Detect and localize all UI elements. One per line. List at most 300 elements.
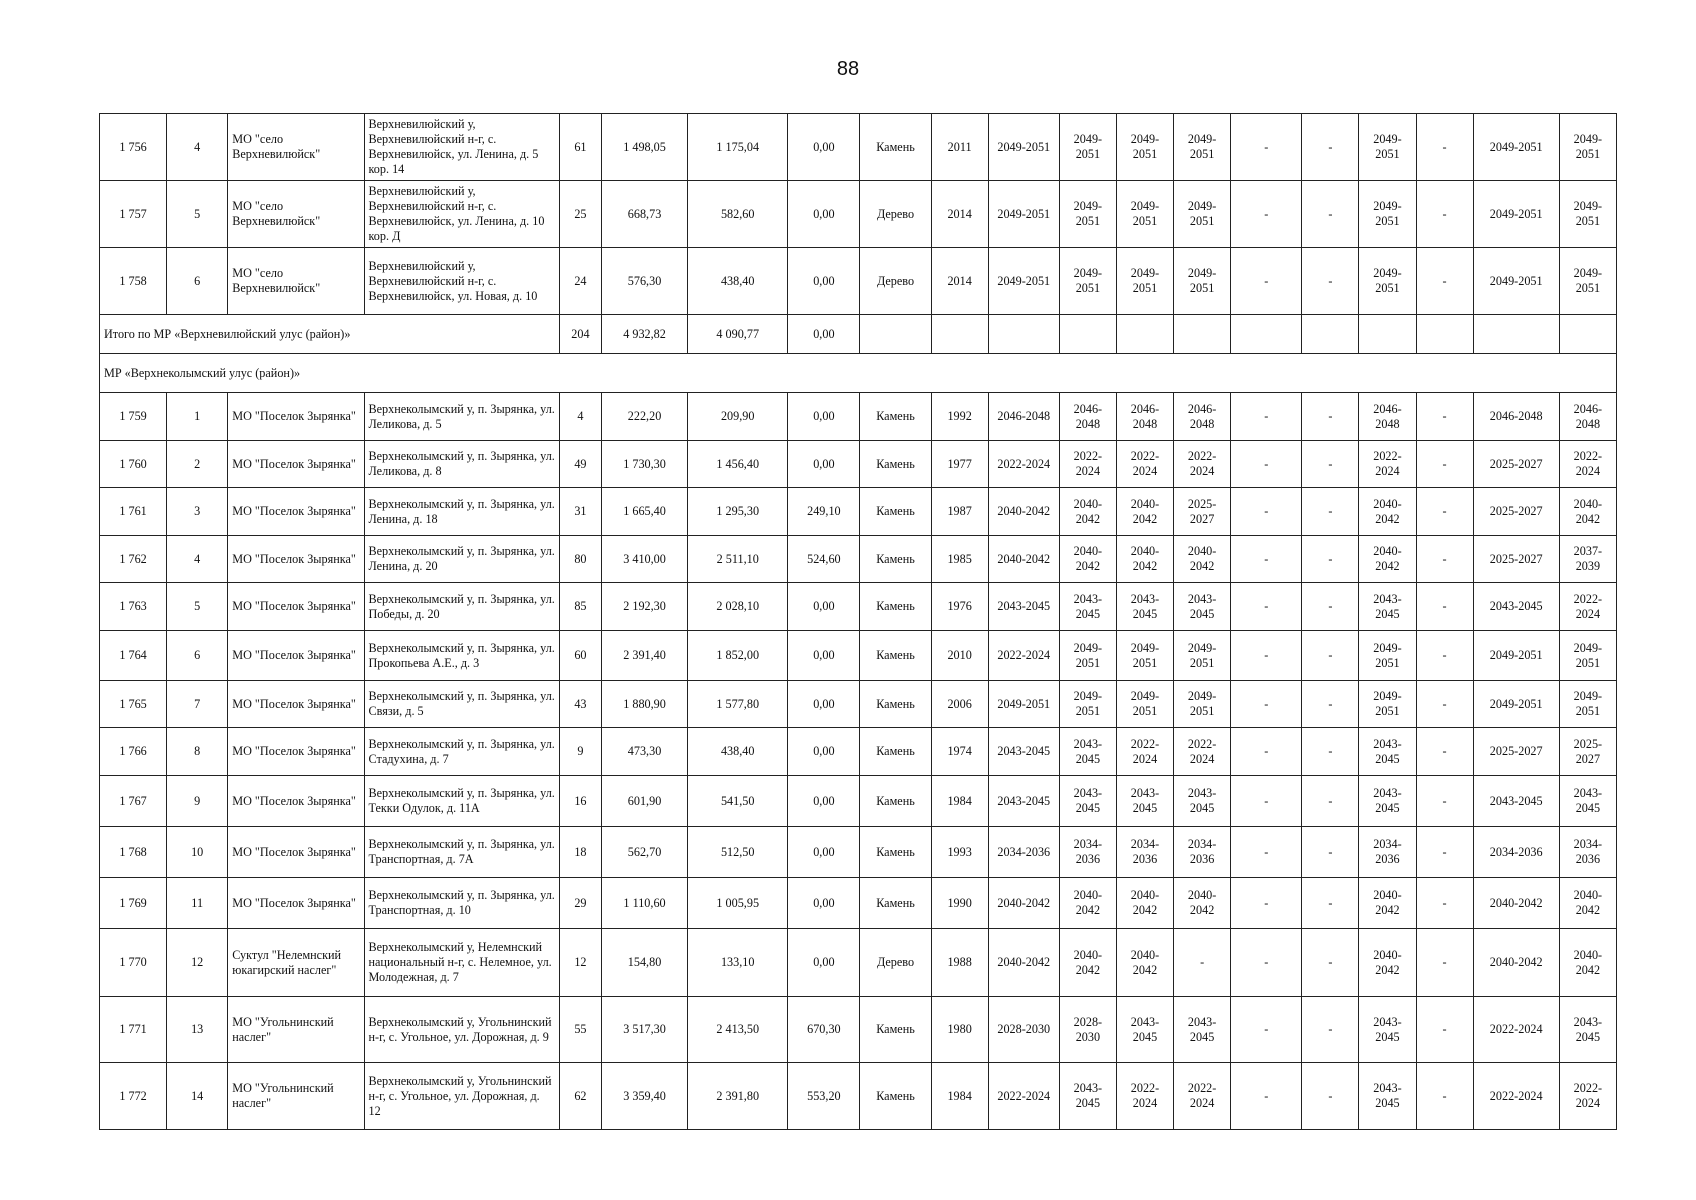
cell-d2: 2043-2045 bbox=[1059, 1063, 1116, 1130]
cell-mat: Камень bbox=[860, 878, 931, 929]
cell-d5: - bbox=[1231, 181, 1302, 248]
cell-year: 1984 bbox=[931, 776, 988, 827]
cell-idx: 4 bbox=[167, 114, 228, 181]
cell-c1: 24 bbox=[559, 248, 601, 315]
cell-mo: МО "село Верхневилюйск" bbox=[228, 248, 364, 315]
cell-d10: 2049-2051 bbox=[1559, 114, 1616, 181]
cell-d3: 2046-2048 bbox=[1116, 393, 1173, 441]
cell-idx: 12 bbox=[167, 929, 228, 997]
cell-idx: 14 bbox=[167, 1063, 228, 1130]
cell-c4: 524,60 bbox=[788, 536, 860, 583]
cell-d1: 2043-2045 bbox=[988, 583, 1059, 631]
cell-d3: 2043-2045 bbox=[1116, 997, 1173, 1063]
table-body bbox=[100, 114, 1617, 1130]
cell-c3: 209,90 bbox=[688, 393, 788, 441]
cell-addr: Верхнеколымский у, п. Зырянка, ул. Леликова, д. 5 bbox=[364, 393, 559, 441]
total-label: Итого по МР «Верхневилюйский улус (район)» bbox=[100, 315, 560, 354]
cell-d4: 2049-2051 bbox=[1174, 181, 1231, 248]
cell-idx: 11 bbox=[167, 878, 228, 929]
cell-d7: 2040-2042 bbox=[1359, 929, 1416, 997]
cell-no: 1 765 bbox=[100, 681, 167, 728]
cell-year: 1984 bbox=[931, 1063, 988, 1130]
cell-c4: 0,00 bbox=[788, 929, 860, 997]
cell-no: 1 761 bbox=[100, 488, 167, 536]
cell-d5: - bbox=[1231, 681, 1302, 728]
total-empty-cell bbox=[860, 315, 931, 354]
cell-addr: Верхневилюйский у, Верхневилюйский н-г, с. Верхневилюйск, ул. Ленина, д. 10 кор. Д bbox=[364, 181, 559, 248]
cell-d6: - bbox=[1302, 393, 1359, 441]
cell-no: 1 769 bbox=[100, 878, 167, 929]
total-c3: 4 090,77 bbox=[688, 315, 788, 354]
cell-c3: 438,40 bbox=[688, 248, 788, 315]
cell-mat: Камень bbox=[860, 681, 931, 728]
table-row bbox=[100, 728, 1617, 776]
cell-d2: 2046-2048 bbox=[1059, 393, 1116, 441]
cell-c1: 25 bbox=[559, 181, 601, 248]
cell-addr: Верхнеколымский у, п. Зырянка, ул. Стадухина, д. 7 bbox=[364, 728, 559, 776]
cell-mo: МО "Поселок Зырянка" bbox=[228, 878, 364, 929]
cell-year: 1987 bbox=[931, 488, 988, 536]
cell-d10: 2049-2051 bbox=[1559, 248, 1616, 315]
cell-c4: 0,00 bbox=[788, 681, 860, 728]
cell-c4: 0,00 bbox=[788, 248, 860, 315]
cell-d10: 2040-2042 bbox=[1559, 929, 1616, 997]
cell-d4: 2040-2042 bbox=[1174, 536, 1231, 583]
cell-d7: 2040-2042 bbox=[1359, 488, 1416, 536]
cell-c2: 2 391,40 bbox=[601, 631, 687, 681]
cell-c3: 133,10 bbox=[688, 929, 788, 997]
cell-mat: Камень bbox=[860, 728, 931, 776]
cell-c4: 0,00 bbox=[788, 827, 860, 878]
cell-idx: 2 bbox=[167, 441, 228, 488]
table-row bbox=[100, 929, 1617, 997]
cell-c2: 2 192,30 bbox=[601, 583, 687, 631]
cell-d1: 2049-2051 bbox=[988, 681, 1059, 728]
cell-c1: 29 bbox=[559, 878, 601, 929]
cell-year: 2014 bbox=[931, 181, 988, 248]
cell-d7: 2040-2042 bbox=[1359, 878, 1416, 929]
cell-d7: 2043-2045 bbox=[1359, 997, 1416, 1063]
cell-c3: 2 391,80 bbox=[688, 1063, 788, 1130]
cell-d6: - bbox=[1302, 728, 1359, 776]
cell-c4: 0,00 bbox=[788, 878, 860, 929]
cell-d10: 2037-2039 bbox=[1559, 536, 1616, 583]
cell-d2: 2049-2051 bbox=[1059, 181, 1116, 248]
cell-year: 2010 bbox=[931, 631, 988, 681]
cell-d10: 2022-2024 bbox=[1559, 441, 1616, 488]
cell-d5: - bbox=[1231, 929, 1302, 997]
table-row bbox=[100, 997, 1617, 1063]
cell-addr: Верхнеколымский у, п. Зырянка, ул. Ленина, д. 18 bbox=[364, 488, 559, 536]
cell-d1: 2022-2024 bbox=[988, 631, 1059, 681]
table-row bbox=[100, 631, 1617, 681]
cell-d9: 2022-2024 bbox=[1473, 1063, 1559, 1130]
cell-idx: 8 bbox=[167, 728, 228, 776]
cell-d9: 2049-2051 bbox=[1473, 631, 1559, 681]
cell-d3: 2034-2036 bbox=[1116, 827, 1173, 878]
cell-c3: 541,50 bbox=[688, 776, 788, 827]
cell-c4: 0,00 bbox=[788, 393, 860, 441]
cell-d1: 2040-2042 bbox=[988, 878, 1059, 929]
cell-d3: 2043-2045 bbox=[1116, 583, 1173, 631]
cell-mo: МО "село Верхневилюйск" bbox=[228, 114, 364, 181]
cell-d5: - bbox=[1231, 997, 1302, 1063]
cell-c2: 473,30 bbox=[601, 728, 687, 776]
cell-d8: - bbox=[1416, 631, 1473, 681]
cell-d6: - bbox=[1302, 1063, 1359, 1130]
cell-c4: 670,30 bbox=[788, 997, 860, 1063]
cell-d4: 2049-2051 bbox=[1174, 114, 1231, 181]
cell-no: 1 760 bbox=[100, 441, 167, 488]
cell-d2: 2043-2045 bbox=[1059, 776, 1116, 827]
cell-no: 1 757 bbox=[100, 181, 167, 248]
cell-d1: 2040-2042 bbox=[988, 929, 1059, 997]
cell-c4: 0,00 bbox=[788, 114, 860, 181]
cell-d7: 2034-2036 bbox=[1359, 827, 1416, 878]
cell-d2: 2040-2042 bbox=[1059, 878, 1116, 929]
cell-d5: - bbox=[1231, 393, 1302, 441]
cell-d8: - bbox=[1416, 929, 1473, 997]
cell-idx: 13 bbox=[167, 997, 228, 1063]
cell-d4: - bbox=[1174, 929, 1231, 997]
cell-c3: 2 413,50 bbox=[688, 997, 788, 1063]
cell-c2: 1 730,30 bbox=[601, 441, 687, 488]
cell-mat: Дерево bbox=[860, 181, 931, 248]
cell-d6: - bbox=[1302, 878, 1359, 929]
cell-d2: 2040-2042 bbox=[1059, 536, 1116, 583]
cell-mat: Камень bbox=[860, 488, 931, 536]
cell-idx: 9 bbox=[167, 776, 228, 827]
cell-d3: 2049-2051 bbox=[1116, 248, 1173, 315]
cell-d1: 2043-2045 bbox=[988, 728, 1059, 776]
cell-d7: 2040-2042 bbox=[1359, 536, 1416, 583]
cell-d7: 2049-2051 bbox=[1359, 681, 1416, 728]
cell-d8: - bbox=[1416, 776, 1473, 827]
cell-c2: 3 517,30 bbox=[601, 997, 687, 1063]
cell-d8: - bbox=[1416, 1063, 1473, 1130]
cell-d1: 2049-2051 bbox=[988, 114, 1059, 181]
total-empty-cell bbox=[988, 315, 1059, 354]
cell-d6: - bbox=[1302, 631, 1359, 681]
cell-mat: Камень bbox=[860, 997, 931, 1063]
cell-d2: 2040-2042 bbox=[1059, 929, 1116, 997]
cell-d4: 2043-2045 bbox=[1174, 997, 1231, 1063]
cell-d3: 2049-2051 bbox=[1116, 681, 1173, 728]
cell-d8: - bbox=[1416, 536, 1473, 583]
cell-mat: Камень bbox=[860, 776, 931, 827]
cell-c2: 3 359,40 bbox=[601, 1063, 687, 1130]
cell-c1: 55 bbox=[559, 997, 601, 1063]
cell-idx: 5 bbox=[167, 583, 228, 631]
cell-d8: - bbox=[1416, 681, 1473, 728]
district-heading: МР «Верхнеколымский улус (район)» bbox=[100, 354, 1617, 393]
cell-mo: МО "Поселок Зырянка" bbox=[228, 488, 364, 536]
cell-d7: 2046-2048 bbox=[1359, 393, 1416, 441]
cell-c4: 0,00 bbox=[788, 181, 860, 248]
cell-d2: 2049-2051 bbox=[1059, 681, 1116, 728]
cell-addr: Верхнеколымский у, Угольнинский н-г, с. Угольное, ул. Дорожная, д. 12 bbox=[364, 1063, 559, 1130]
cell-d6: - bbox=[1302, 248, 1359, 315]
cell-mo: Суктул "Нелемнский юкагирский наслег" bbox=[228, 929, 364, 997]
cell-d5: - bbox=[1231, 1063, 1302, 1130]
cell-d9: 2049-2051 bbox=[1473, 114, 1559, 181]
table-row bbox=[100, 583, 1617, 631]
cell-d1: 2022-2024 bbox=[988, 1063, 1059, 1130]
total-empty-cell bbox=[1559, 315, 1616, 354]
cell-d4: 2034-2036 bbox=[1174, 827, 1231, 878]
cell-d3: 2040-2042 bbox=[1116, 878, 1173, 929]
cell-d10: 2022-2024 bbox=[1559, 1063, 1616, 1130]
cell-c1: 16 bbox=[559, 776, 601, 827]
cell-mat: Камень bbox=[860, 1063, 931, 1130]
cell-c2: 562,70 bbox=[601, 827, 687, 878]
cell-d5: - bbox=[1231, 776, 1302, 827]
cell-d6: - bbox=[1302, 114, 1359, 181]
cell-no: 1 758 bbox=[100, 248, 167, 315]
cell-year: 2006 bbox=[931, 681, 988, 728]
cell-no: 1 770 bbox=[100, 929, 167, 997]
total-empty-cell bbox=[1174, 315, 1231, 354]
cell-c1: 85 bbox=[559, 583, 601, 631]
cell-no: 1 756 bbox=[100, 114, 167, 181]
cell-d9: 2043-2045 bbox=[1473, 776, 1559, 827]
cell-c1: 62 bbox=[559, 1063, 601, 1130]
cell-no: 1 763 bbox=[100, 583, 167, 631]
total-c1: 204 bbox=[559, 315, 601, 354]
cell-idx: 3 bbox=[167, 488, 228, 536]
cell-d10: 2049-2051 bbox=[1559, 631, 1616, 681]
cell-d4: 2049-2051 bbox=[1174, 248, 1231, 315]
cell-d9: 2025-2027 bbox=[1473, 441, 1559, 488]
table-row bbox=[100, 1063, 1617, 1130]
cell-d4: 2022-2024 bbox=[1174, 728, 1231, 776]
cell-d6: - bbox=[1302, 536, 1359, 583]
cell-c4: 553,20 bbox=[788, 1063, 860, 1130]
cell-c1: 43 bbox=[559, 681, 601, 728]
cell-mo: МО "Поселок Зырянка" bbox=[228, 827, 364, 878]
cell-mo: МО "Поселок Зырянка" bbox=[228, 631, 364, 681]
cell-addr: Верхневилюйский у, Верхневилюйский н-г, с. Верхневилюйск, ул. Новая, д. 10 bbox=[364, 248, 559, 315]
cell-c4: 0,00 bbox=[788, 631, 860, 681]
cell-d1: 2040-2042 bbox=[988, 536, 1059, 583]
table-row bbox=[100, 114, 1617, 181]
cell-mo: МО "Поселок Зырянка" bbox=[228, 728, 364, 776]
cell-addr: Верхнеколымский у, п. Зырянка, ул. Связи, д. 5 bbox=[364, 681, 559, 728]
cell-d10: 2049-2051 bbox=[1559, 181, 1616, 248]
cell-addr: Верхнеколымский у, п. Зырянка, ул. Текки Одулок, д. 11А bbox=[364, 776, 559, 827]
cell-d6: - bbox=[1302, 929, 1359, 997]
cell-d10: 2046-2048 bbox=[1559, 393, 1616, 441]
cell-d9: 2040-2042 bbox=[1473, 929, 1559, 997]
cell-d2: 2049-2051 bbox=[1059, 248, 1116, 315]
cell-d8: - bbox=[1416, 248, 1473, 315]
cell-mat: Дерево bbox=[860, 929, 931, 997]
cell-c3: 512,50 bbox=[688, 827, 788, 878]
district-heading-row bbox=[100, 354, 1617, 393]
cell-c4: 249,10 bbox=[788, 488, 860, 536]
cell-c3: 2 028,10 bbox=[688, 583, 788, 631]
total-c4: 0,00 bbox=[788, 315, 860, 354]
cell-d6: - bbox=[1302, 488, 1359, 536]
cell-d1: 2049-2051 bbox=[988, 248, 1059, 315]
cell-d1: 2040-2042 bbox=[988, 488, 1059, 536]
cell-d3: 2049-2051 bbox=[1116, 181, 1173, 248]
cell-d5: - bbox=[1231, 583, 1302, 631]
cell-d10: 2040-2042 bbox=[1559, 878, 1616, 929]
cell-d9: 2034-2036 bbox=[1473, 827, 1559, 878]
cell-d5: - bbox=[1231, 114, 1302, 181]
table-row bbox=[100, 393, 1617, 441]
cell-no: 1 772 bbox=[100, 1063, 167, 1130]
cell-c2: 1 665,40 bbox=[601, 488, 687, 536]
cell-no: 1 767 bbox=[100, 776, 167, 827]
cell-d9: 2025-2027 bbox=[1473, 728, 1559, 776]
cell-d3: 2022-2024 bbox=[1116, 441, 1173, 488]
cell-c2: 576,30 bbox=[601, 248, 687, 315]
cell-d5: - bbox=[1231, 536, 1302, 583]
table-row bbox=[100, 776, 1617, 827]
cell-d4: 2049-2051 bbox=[1174, 631, 1231, 681]
cell-d3: 2049-2051 bbox=[1116, 631, 1173, 681]
cell-year: 1993 bbox=[931, 827, 988, 878]
cell-year: 2011 bbox=[931, 114, 988, 181]
cell-d9: 2049-2051 bbox=[1473, 181, 1559, 248]
cell-c3: 438,40 bbox=[688, 728, 788, 776]
cell-d9: 2046-2048 bbox=[1473, 393, 1559, 441]
cell-d7: 2043-2045 bbox=[1359, 583, 1416, 631]
cell-c4: 0,00 bbox=[788, 441, 860, 488]
cell-mat: Дерево bbox=[860, 248, 931, 315]
cell-d10: 2043-2045 bbox=[1559, 776, 1616, 827]
cell-d7: 2049-2051 bbox=[1359, 631, 1416, 681]
cell-d4: 2043-2045 bbox=[1174, 776, 1231, 827]
cell-idx: 1 bbox=[167, 393, 228, 441]
cell-c2: 1 880,90 bbox=[601, 681, 687, 728]
cell-d1: 2028-2030 bbox=[988, 997, 1059, 1063]
cell-mo: МО "Поселок Зырянка" bbox=[228, 536, 364, 583]
cell-d7: 2043-2045 bbox=[1359, 1063, 1416, 1130]
total-empty-cell bbox=[1416, 315, 1473, 354]
cell-idx: 6 bbox=[167, 631, 228, 681]
housing-table bbox=[99, 113, 1617, 1130]
total-empty-cell bbox=[1302, 315, 1359, 354]
cell-d8: - bbox=[1416, 728, 1473, 776]
cell-c3: 1 175,04 bbox=[688, 114, 788, 181]
cell-c1: 49 bbox=[559, 441, 601, 488]
cell-mat: Камень bbox=[860, 441, 931, 488]
total-empty-cell bbox=[931, 315, 988, 354]
cell-no: 1 768 bbox=[100, 827, 167, 878]
cell-d5: - bbox=[1231, 441, 1302, 488]
cell-d10: 2049-2051 bbox=[1559, 681, 1616, 728]
table-row bbox=[100, 827, 1617, 878]
cell-c3: 1 005,95 bbox=[688, 878, 788, 929]
cell-d1: 2043-2045 bbox=[988, 776, 1059, 827]
cell-d4: 2040-2042 bbox=[1174, 878, 1231, 929]
cell-d8: - bbox=[1416, 181, 1473, 248]
cell-d8: - bbox=[1416, 488, 1473, 536]
table-row bbox=[100, 488, 1617, 536]
cell-d9: 2025-2027 bbox=[1473, 536, 1559, 583]
cell-year: 1974 bbox=[931, 728, 988, 776]
cell-addr: Верхнеколымский у, п. Зырянка, ул. Леликова, д. 8 bbox=[364, 441, 559, 488]
cell-c4: 0,00 bbox=[788, 776, 860, 827]
table-row bbox=[100, 441, 1617, 488]
total-empty-cell bbox=[1059, 315, 1116, 354]
cell-mo: МО "Поселок Зырянка" bbox=[228, 393, 364, 441]
cell-c2: 222,20 bbox=[601, 393, 687, 441]
cell-d9: 2049-2051 bbox=[1473, 681, 1559, 728]
cell-mat: Камень bbox=[860, 583, 931, 631]
cell-no: 1 766 bbox=[100, 728, 167, 776]
cell-d3: 2040-2042 bbox=[1116, 536, 1173, 583]
cell-c2: 154,80 bbox=[601, 929, 687, 997]
cell-no: 1 771 bbox=[100, 997, 167, 1063]
cell-d8: - bbox=[1416, 393, 1473, 441]
cell-d2: 2043-2045 bbox=[1059, 583, 1116, 631]
cell-mo: МО "Угольнинский наслег" bbox=[228, 997, 364, 1063]
cell-year: 1990 bbox=[931, 878, 988, 929]
cell-d10: 2025-2027 bbox=[1559, 728, 1616, 776]
cell-mo: МО "Угольнинский наслег" bbox=[228, 1063, 364, 1130]
cell-d8: - bbox=[1416, 878, 1473, 929]
cell-mat: Камень bbox=[860, 827, 931, 878]
cell-c4: 0,00 bbox=[788, 728, 860, 776]
cell-no: 1 762 bbox=[100, 536, 167, 583]
cell-d10: 2043-2045 bbox=[1559, 997, 1616, 1063]
table-row bbox=[100, 181, 1617, 248]
cell-d8: - bbox=[1416, 997, 1473, 1063]
cell-c1: 4 bbox=[559, 393, 601, 441]
cell-d10: 2022-2024 bbox=[1559, 583, 1616, 631]
cell-idx: 6 bbox=[167, 248, 228, 315]
cell-d3: 2022-2024 bbox=[1116, 1063, 1173, 1130]
cell-d3: 2022-2024 bbox=[1116, 728, 1173, 776]
cell-addr: Верхнеколымский у, п. Зырянка, ул. Транспортная, д. 7А bbox=[364, 827, 559, 878]
cell-c3: 2 511,10 bbox=[688, 536, 788, 583]
total-empty-cell bbox=[1359, 315, 1416, 354]
cell-d4: 2043-2045 bbox=[1174, 583, 1231, 631]
cell-mat: Камень bbox=[860, 393, 931, 441]
cell-addr: Верхневилюйский у, Верхневилюйский н-г, с. Верхневилюйск, ул. Ленина, д. 5 кор. 14 bbox=[364, 114, 559, 181]
cell-mo: МО "Поселок Зырянка" bbox=[228, 441, 364, 488]
cell-c1: 31 bbox=[559, 488, 601, 536]
cell-c1: 80 bbox=[559, 536, 601, 583]
cell-d9: 2022-2024 bbox=[1473, 997, 1559, 1063]
cell-mat: Камень bbox=[860, 536, 931, 583]
cell-c1: 60 bbox=[559, 631, 601, 681]
cell-d2: 2049-2051 bbox=[1059, 114, 1116, 181]
table-row bbox=[100, 878, 1617, 929]
total-empty-cell bbox=[1116, 315, 1173, 354]
cell-c3: 582,60 bbox=[688, 181, 788, 248]
cell-no: 1 764 bbox=[100, 631, 167, 681]
cell-c3: 1 577,80 bbox=[688, 681, 788, 728]
cell-d5: - bbox=[1231, 827, 1302, 878]
cell-d4: 2022-2024 bbox=[1174, 1063, 1231, 1130]
cell-d1: 2049-2051 bbox=[988, 181, 1059, 248]
cell-d7: 2043-2045 bbox=[1359, 728, 1416, 776]
cell-mat: Камень bbox=[860, 114, 931, 181]
cell-addr: Верхнеколымский у, п. Зырянка, ул. Прокопьева А.Е., д. 3 bbox=[364, 631, 559, 681]
cell-d3: 2040-2042 bbox=[1116, 929, 1173, 997]
cell-d4: 2022-2024 bbox=[1174, 441, 1231, 488]
cell-year: 1988 bbox=[931, 929, 988, 997]
cell-d6: - bbox=[1302, 681, 1359, 728]
cell-addr: Верхнеколымский у, п. Зырянка, ул. Транспортная, д. 10 bbox=[364, 878, 559, 929]
cell-d7: 2043-2045 bbox=[1359, 776, 1416, 827]
cell-d8: - bbox=[1416, 827, 1473, 878]
